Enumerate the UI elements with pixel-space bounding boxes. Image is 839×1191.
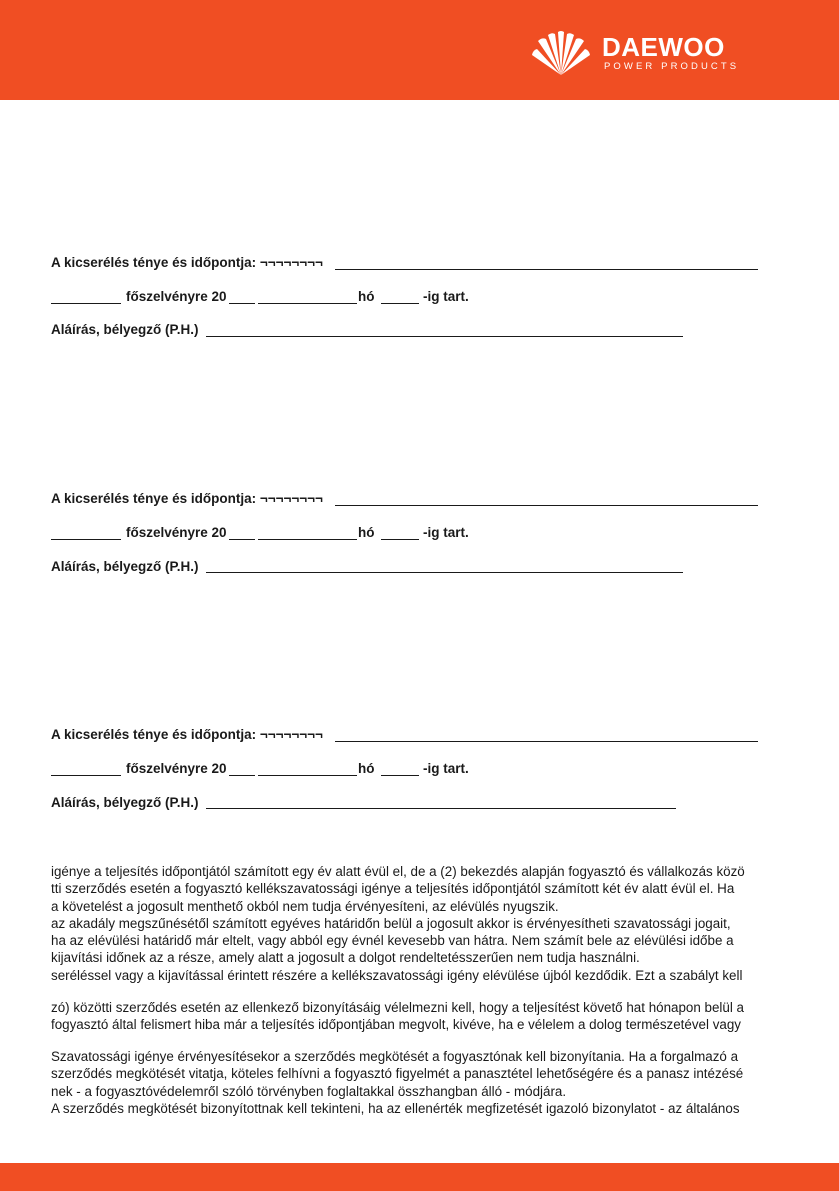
text-line: a követelést a jogosult menthető okból nem tudja érvényesíteni, az elévülés nyugszik. bbox=[51, 898, 559, 914]
text-line: tti szerződés esetén a fogyasztó kellékszavatossági igénye a teljesítés időpontjától számított két év alatt évül el. Ha bbox=[51, 881, 735, 897]
exchange-marks: ¬¬¬¬¬¬¬¬ bbox=[259, 727, 323, 742]
exchange-label: A kicserélés ténye és időpontja: bbox=[51, 491, 257, 506]
warranty-number-field[interactable] bbox=[51, 775, 121, 776]
day-field[interactable] bbox=[381, 539, 419, 540]
brand-subtitle: POWER PRODUCTS bbox=[604, 61, 740, 72]
warranty-label: főszelvényre 20 bbox=[126, 525, 227, 540]
text-line: nek - a fogyasztóvédelemről szóló törvényben foglaltakkal összhangban álló - módjára. bbox=[51, 1083, 567, 1099]
exchange-label: A kicserélés ténye és időpontja: bbox=[51, 255, 257, 270]
daewoo-logo bbox=[528, 31, 758, 77]
month-suffix: hó bbox=[358, 761, 375, 776]
signature-field[interactable] bbox=[206, 572, 683, 573]
month-field[interactable] bbox=[258, 775, 357, 776]
warranty-label: főszelvényre 20 bbox=[126, 761, 227, 776]
day-field[interactable] bbox=[381, 303, 419, 304]
year-field[interactable] bbox=[229, 775, 255, 776]
year-field[interactable] bbox=[229, 539, 255, 540]
signature-label: Aláírás, bélyegző (P.H.) bbox=[51, 322, 199, 337]
text-line: fogyasztó által felismert hiba már a teljesítés időpontjában megvolt, kivéve, ha e vélelem a dolog természetével vagy bbox=[51, 1017, 741, 1033]
month-field[interactable] bbox=[258, 303, 357, 304]
warranty-label: főszelvényre 20 bbox=[126, 289, 227, 304]
text-line: zó) közötti szerződés esetén az ellenkező bizonyításáig vélelmezni kell, hogy a teljesítést követő hat hónapon belül a bbox=[51, 1000, 744, 1015]
signature-label: Aláírás, bélyegző (P.H.) bbox=[51, 559, 199, 574]
until-suffix: -ig tart. bbox=[423, 525, 469, 540]
brand-name: DAEWOO bbox=[602, 32, 725, 62]
exchange-date-field[interactable] bbox=[335, 505, 758, 506]
text-line: az akadály megszűnésétől számított egyéves határidőn belül a jogosult akkor is érvényesítheti szavatossági jogait, bbox=[51, 915, 731, 931]
exchange-marks: ¬¬¬¬¬¬¬¬ bbox=[259, 255, 323, 270]
text-line: Szavatossági igénye érvényesítésekor a szerződés megkötését a fogyasztónak kell bizonyítania. Ha a forgalmazó a bbox=[51, 1049, 739, 1064]
signature-label: Aláírás, bélyegző (P.H.) bbox=[51, 795, 199, 810]
day-field[interactable] bbox=[381, 775, 419, 776]
warranty-number-field[interactable] bbox=[51, 539, 121, 540]
text-line: kijavítási időnek az a része, amely alatt a jogosult a dolgot rendeltetésszerűen nem tudja használni. bbox=[51, 950, 640, 966]
exchange-date-row bbox=[51, 727, 323, 743]
text-line: szerződés megkötését vitatja, köteles felhívni a fogyasztó figyelmét a panasztétel lehetőségére és a panasz intézésé bbox=[51, 1066, 744, 1082]
exchange-marks: ¬¬¬¬¬¬¬¬ bbox=[259, 491, 323, 506]
header-bar bbox=[0, 0, 839, 100]
text-line: ha az elévülési határidő már eltelt, vagy abból egy évnél kevesebb van hátra. Nem számít bele az elévülési időbe a bbox=[51, 933, 734, 949]
warranty-number-field[interactable] bbox=[51, 303, 121, 304]
exchange-date-row bbox=[51, 491, 323, 507]
text-line: seréléssel vagy a kijavítással érintett részére a kellékszavatossági igény elévülése újból kezdődik. Ezt a szabályt kell bbox=[51, 967, 743, 983]
text-line: igénye a teljesítés időpontjától számított egy év alatt évül el, de a (2) bekezdés alapján fogyasztó és vállalkozás közö bbox=[51, 864, 745, 879]
daewoo-fan-icon bbox=[528, 31, 594, 77]
until-suffix: -ig tart. bbox=[423, 761, 469, 776]
footer-bar bbox=[0, 1163, 839, 1191]
text-line: A szerződés megkötését bizonyítottnak kell tekinteni, ha az ellenérték megfizetését igazoló bizonylatot - az általános bbox=[51, 1100, 740, 1116]
signature-field[interactable] bbox=[206, 808, 676, 809]
exchange-date-field[interactable] bbox=[335, 741, 758, 742]
exchange-date-field[interactable] bbox=[335, 269, 758, 270]
legal-paragraph-3 bbox=[51, 1048, 791, 1117]
month-field[interactable] bbox=[258, 539, 357, 540]
exchange-label: A kicserélés ténye és időpontja: bbox=[51, 727, 257, 742]
until-suffix: -ig tart. bbox=[423, 289, 469, 304]
legal-paragraph-2 bbox=[51, 999, 791, 1034]
exchange-date-row bbox=[51, 255, 323, 271]
legal-paragraph-1 bbox=[51, 863, 791, 984]
year-field[interactable] bbox=[229, 303, 255, 304]
month-suffix: hó bbox=[358, 289, 375, 304]
month-suffix: hó bbox=[358, 525, 375, 540]
signature-field[interactable] bbox=[206, 336, 683, 337]
